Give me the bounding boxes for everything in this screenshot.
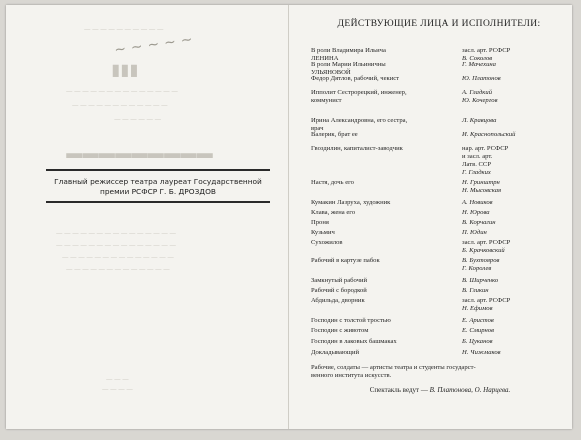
cast-role-line: Ипполит Сестрорецкий, инженер, [311, 89, 407, 96]
bleed-through-text: — — — — [102, 387, 133, 393]
cast-actor [462, 229, 570, 237]
cast-role-line: Докладывающий [311, 349, 360, 356]
cast-actor-line: Е. Аристов [462, 317, 494, 324]
bleed-through-text: ▬▬▬▬▬▬▬▬▬ [66, 145, 213, 162]
cast-actor [462, 297, 570, 313]
cast-actor-line: Н. Чижмаков [462, 349, 501, 356]
cast-footnote [311, 364, 569, 380]
cast-actor [462, 199, 570, 207]
cast-role-line: Рабочий в картузе пабок [311, 257, 380, 264]
cast-role [311, 89, 461, 105]
cast-actor-line: Г. Мачехина [462, 61, 496, 68]
cast-actor [462, 338, 570, 346]
cast-actor-line: и засл. арт. [462, 153, 493, 160]
cast-actor-line: Ю. Платонов [462, 75, 501, 82]
cast-actor [462, 61, 570, 69]
cast-actor [462, 75, 570, 83]
cast-actor-line: А. Гладкий [462, 89, 492, 96]
cast-role-line: Рабочий с бородкой [311, 287, 367, 294]
cast-role-line: В роли Владимира Ильича [311, 47, 386, 54]
cast-role-line: Кузьмич [311, 229, 335, 236]
cast-actor [462, 145, 570, 177]
cast-actor-line: И. Краснопольский [462, 131, 516, 138]
cast-actor-line: Н. Юрова [462, 209, 490, 216]
stage-managers-names: В. Платонова, О. Нарцева. [429, 386, 511, 394]
bleed-through-text: — — — — — — [114, 117, 161, 123]
cast-role-line: Замкнутый рабочий [311, 277, 367, 284]
cast-role [311, 229, 461, 237]
cast-role-line: Проня [311, 219, 329, 226]
cast-actor-line: засл. арт. РСФСР [462, 47, 511, 54]
cast-actor [462, 327, 570, 335]
cast-actor [462, 89, 570, 105]
cast-role-line: УЛЬЯНОВОЙ [311, 69, 351, 76]
cast-role-line: В роли Марии Ильиничны [311, 61, 386, 68]
director-line: премии РСФСР Г. Б. ДРОЗДОВ [100, 187, 216, 196]
top-rule [46, 169, 270, 171]
cast-actor-line: Латв. ССР [462, 161, 491, 168]
cast-role [311, 131, 461, 139]
cast-actor-line: нар. арт. РСФСР [462, 145, 509, 152]
cast-role [311, 327, 461, 335]
right-page [289, 5, 572, 429]
bleed-through-text: — — — — — — — — — — [84, 27, 164, 33]
bleed-through-text: — — — — — — — — — — — — — — [62, 255, 174, 261]
footnote-line: венного института искусств. [311, 372, 392, 379]
cast-actor-line: Н. Гринштрн [462, 179, 500, 186]
cast-role [311, 257, 461, 265]
cast-role-line: Господин в лаковых башмаках [311, 338, 397, 345]
cast-role-line: Клава, жена его [311, 209, 356, 216]
cast-role [311, 219, 461, 227]
cast-heading: ДЕЙСТВУЮЩИЕ ЛИЦА И ИСПОЛНИТЕЛИ: [337, 19, 541, 29]
cast-actor [462, 131, 570, 139]
cast-actor-line: А. Новиков [462, 199, 493, 206]
cast-role-line: Абдильда, дворник [311, 297, 365, 304]
bleed-through-text: — — — — — — — — — — — — — — [66, 89, 178, 95]
bleed-through-text: — — — — — — — — — — — — [72, 103, 168, 109]
cast-role [311, 349, 461, 357]
cast-actor-line: В. Гликин [462, 287, 489, 294]
bleed-through-text: — — — — — — — — — — — — — [66, 267, 170, 273]
cast-actor-line: Е. Смирнов [462, 327, 494, 334]
stage-managers-label: Спектакль ведут — [369, 386, 430, 394]
cast-actor-line: засл. арт. РСФСР [462, 297, 511, 304]
cast-actor-line: В. Ширченко [462, 277, 499, 284]
cast-role [311, 277, 461, 285]
cast-actor [462, 287, 570, 295]
cast-actor-line: Ю. Кочергов [462, 97, 498, 104]
left-page [6, 5, 288, 429]
cast-role-line: Ирина Александровна, его сестра, [311, 117, 408, 124]
cast-actor-line: Н. Мысовская [462, 187, 502, 194]
cast-role [311, 287, 461, 295]
cast-actor-line: Л. Кравцова [462, 117, 497, 124]
stage-managers [311, 386, 569, 394]
cast-role-line: врач [311, 125, 324, 132]
cast-role [311, 199, 461, 207]
cast-role [311, 145, 461, 153]
cast-actor-line: Н. Ефимов [462, 305, 493, 312]
cast-role [311, 317, 461, 325]
cast-actor-line: П. Юдин [462, 229, 487, 236]
cast-actor-line: Б. Цуканов [462, 338, 493, 345]
cast-actor-line: В. Бухтояров [462, 257, 500, 264]
cast-role-line: ЛЕНИНА [311, 55, 339, 62]
cast-actor [462, 209, 570, 217]
cast-actor [462, 179, 570, 195]
cast-actor [462, 257, 570, 273]
director-credit [46, 177, 270, 197]
cast-role-line: Федор Дятлов, рабочий, чекист [311, 75, 400, 82]
cast-actor [462, 277, 570, 285]
footnote-line: Рабочие, солдаты — артисты театра и студенты государст- [311, 364, 476, 371]
cast-role-line: Кумакин Лазрухa, художник [311, 199, 391, 206]
cast-role-line: Господин с толстой тростью [311, 317, 391, 324]
cast-actor-line: В. Соколов [462, 55, 493, 62]
bleed-through-text: — — — — — — — — — — — — — — — [56, 243, 176, 249]
bleed-through-text: — — — [106, 377, 129, 383]
cast-role [311, 297, 461, 305]
cast-actor-line: Б. Крачковский [462, 247, 505, 254]
program-spread [6, 5, 572, 429]
cast-role [311, 338, 461, 346]
cast-actor [462, 117, 570, 125]
cast-actor [462, 349, 570, 357]
bleed-through-text: — — — — — — — — — — — — — — — [56, 231, 176, 237]
cast-role [311, 179, 461, 187]
cast-role-line: Сухожилов [311, 239, 343, 246]
cast-actor [462, 239, 570, 255]
cast-actor-line: Г. Гладких [462, 169, 491, 176]
cast-actor-line: Г. Королев [462, 265, 492, 272]
cast-role [311, 239, 461, 247]
cast-role-line: Валерик, брат ее [311, 131, 358, 138]
handwritten-mark: ~ ~ ~ ~ ~ [113, 31, 194, 59]
cast-role-line: коммунист [311, 97, 342, 104]
cast-role-line: Гвоздилин, капиталист-заводчик [311, 145, 403, 152]
cast-actor-line: В. Корчагин [462, 219, 496, 226]
director-line: Главный режиссер театра лауреат Государственной [54, 177, 262, 186]
cast-role [311, 209, 461, 217]
cast-role-line: Настя, дочь его [311, 179, 354, 186]
bleed-through-text: ▮▮▮ [111, 62, 139, 79]
cast-actor [462, 219, 570, 227]
cast-role-line: Господин с животом [311, 327, 369, 334]
cast-role [311, 75, 461, 83]
cast-actor [462, 317, 570, 325]
bottom-rule [46, 201, 270, 203]
cast-actor-line: засл. арт. РСФСР [462, 239, 511, 246]
